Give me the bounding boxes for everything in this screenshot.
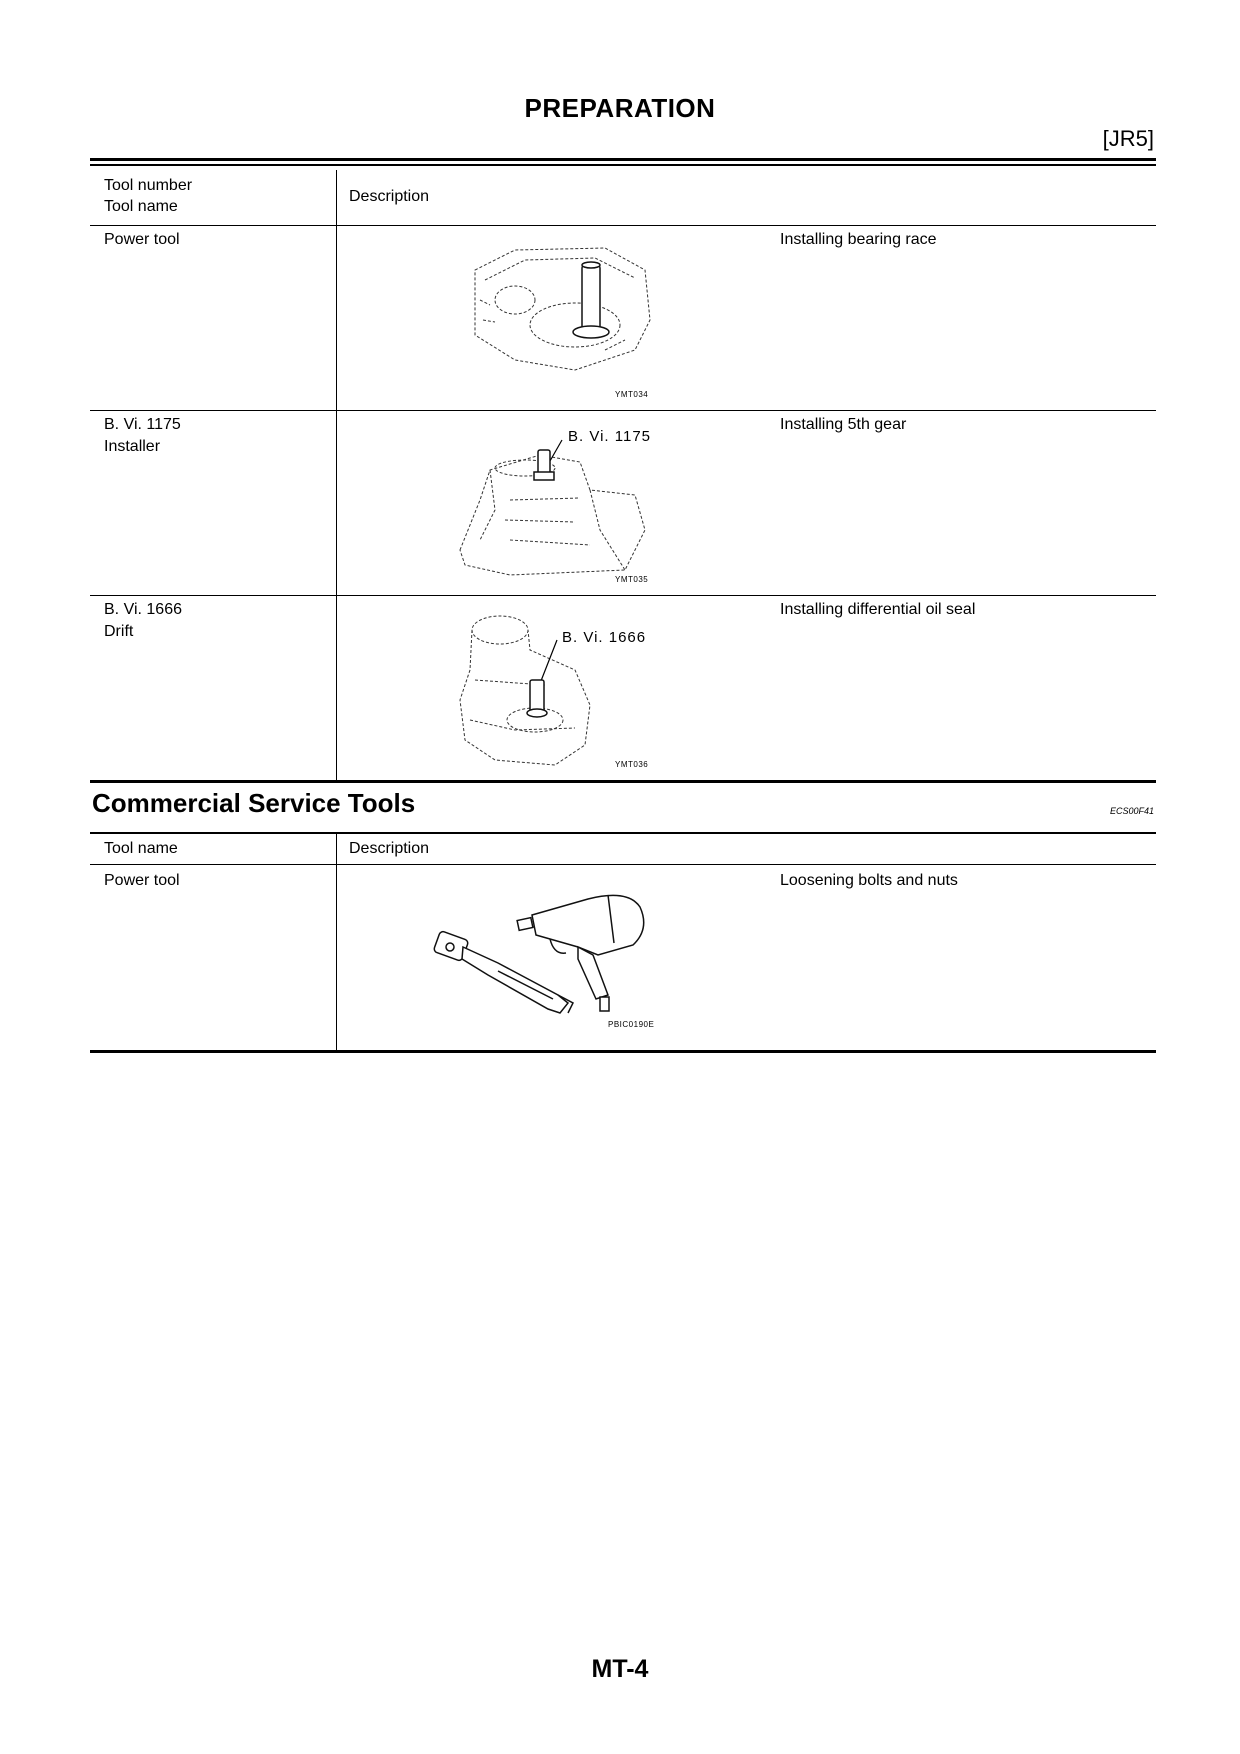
col-header-description: Description <box>349 188 430 205</box>
figure-id: PBIC0190E <box>608 1020 655 1029</box>
bearing-race-installation-illustration <box>455 240 655 380</box>
header-rule-thick <box>90 158 1156 161</box>
row-divider <box>90 225 1156 226</box>
commercial-tools-heading: Commercial Service Tools <box>92 788 416 818</box>
tool-description: Installing differential oil seal <box>780 601 976 618</box>
tool-callout-label: B. Vi. 1175 <box>568 428 651 445</box>
tool-description: Loosening bolts and nuts <box>780 872 958 889</box>
tool-name: Drift <box>104 623 134 640</box>
tool-number: B. Vi. 1666 <box>104 601 182 618</box>
commercial-tools-reference-code: ECS00F41 <box>1109 806 1154 816</box>
table-bottom-rule <box>90 1050 1156 1053</box>
tool-description: Installing 5th gear <box>780 416 907 433</box>
col-header-tool-number: Tool number <box>104 177 193 194</box>
col-header-tool-name: Tool name <box>104 198 178 215</box>
row-divider <box>90 595 1156 596</box>
section-code: [JR5] <box>1102 126 1154 151</box>
tool-number: Power tool <box>104 231 180 248</box>
tool-callout-label: B. Vi. 1666 <box>562 629 647 646</box>
figure-id: YMT034 <box>615 390 649 399</box>
col-header-description: Description <box>349 840 430 857</box>
column-divider <box>336 170 337 782</box>
header-rule-thin <box>90 164 1156 166</box>
power-tool-illustration <box>428 885 668 1035</box>
col-header-tool-name: Tool name <box>104 840 178 857</box>
tool-number: B. Vi. 1175 <box>104 416 181 433</box>
differential-oil-seal-installation-illustration <box>455 610 595 770</box>
tool-description: Installing bearing race <box>780 231 937 248</box>
table-bottom-rule <box>90 780 1156 783</box>
page-title: PREPARATION <box>524 93 716 123</box>
figure-id: YMT035 <box>615 575 649 584</box>
column-divider <box>336 834 337 1052</box>
figure-id: YMT036 <box>615 760 649 769</box>
page-number: MT-4 <box>591 1655 649 1683</box>
fifth-gear-installation-illustration <box>450 440 650 580</box>
tool-name: Power tool <box>104 872 180 889</box>
row-divider <box>90 410 1156 411</box>
row-divider <box>90 864 1156 865</box>
table-top-rule <box>90 832 1156 834</box>
tool-name: Installer <box>104 438 161 455</box>
